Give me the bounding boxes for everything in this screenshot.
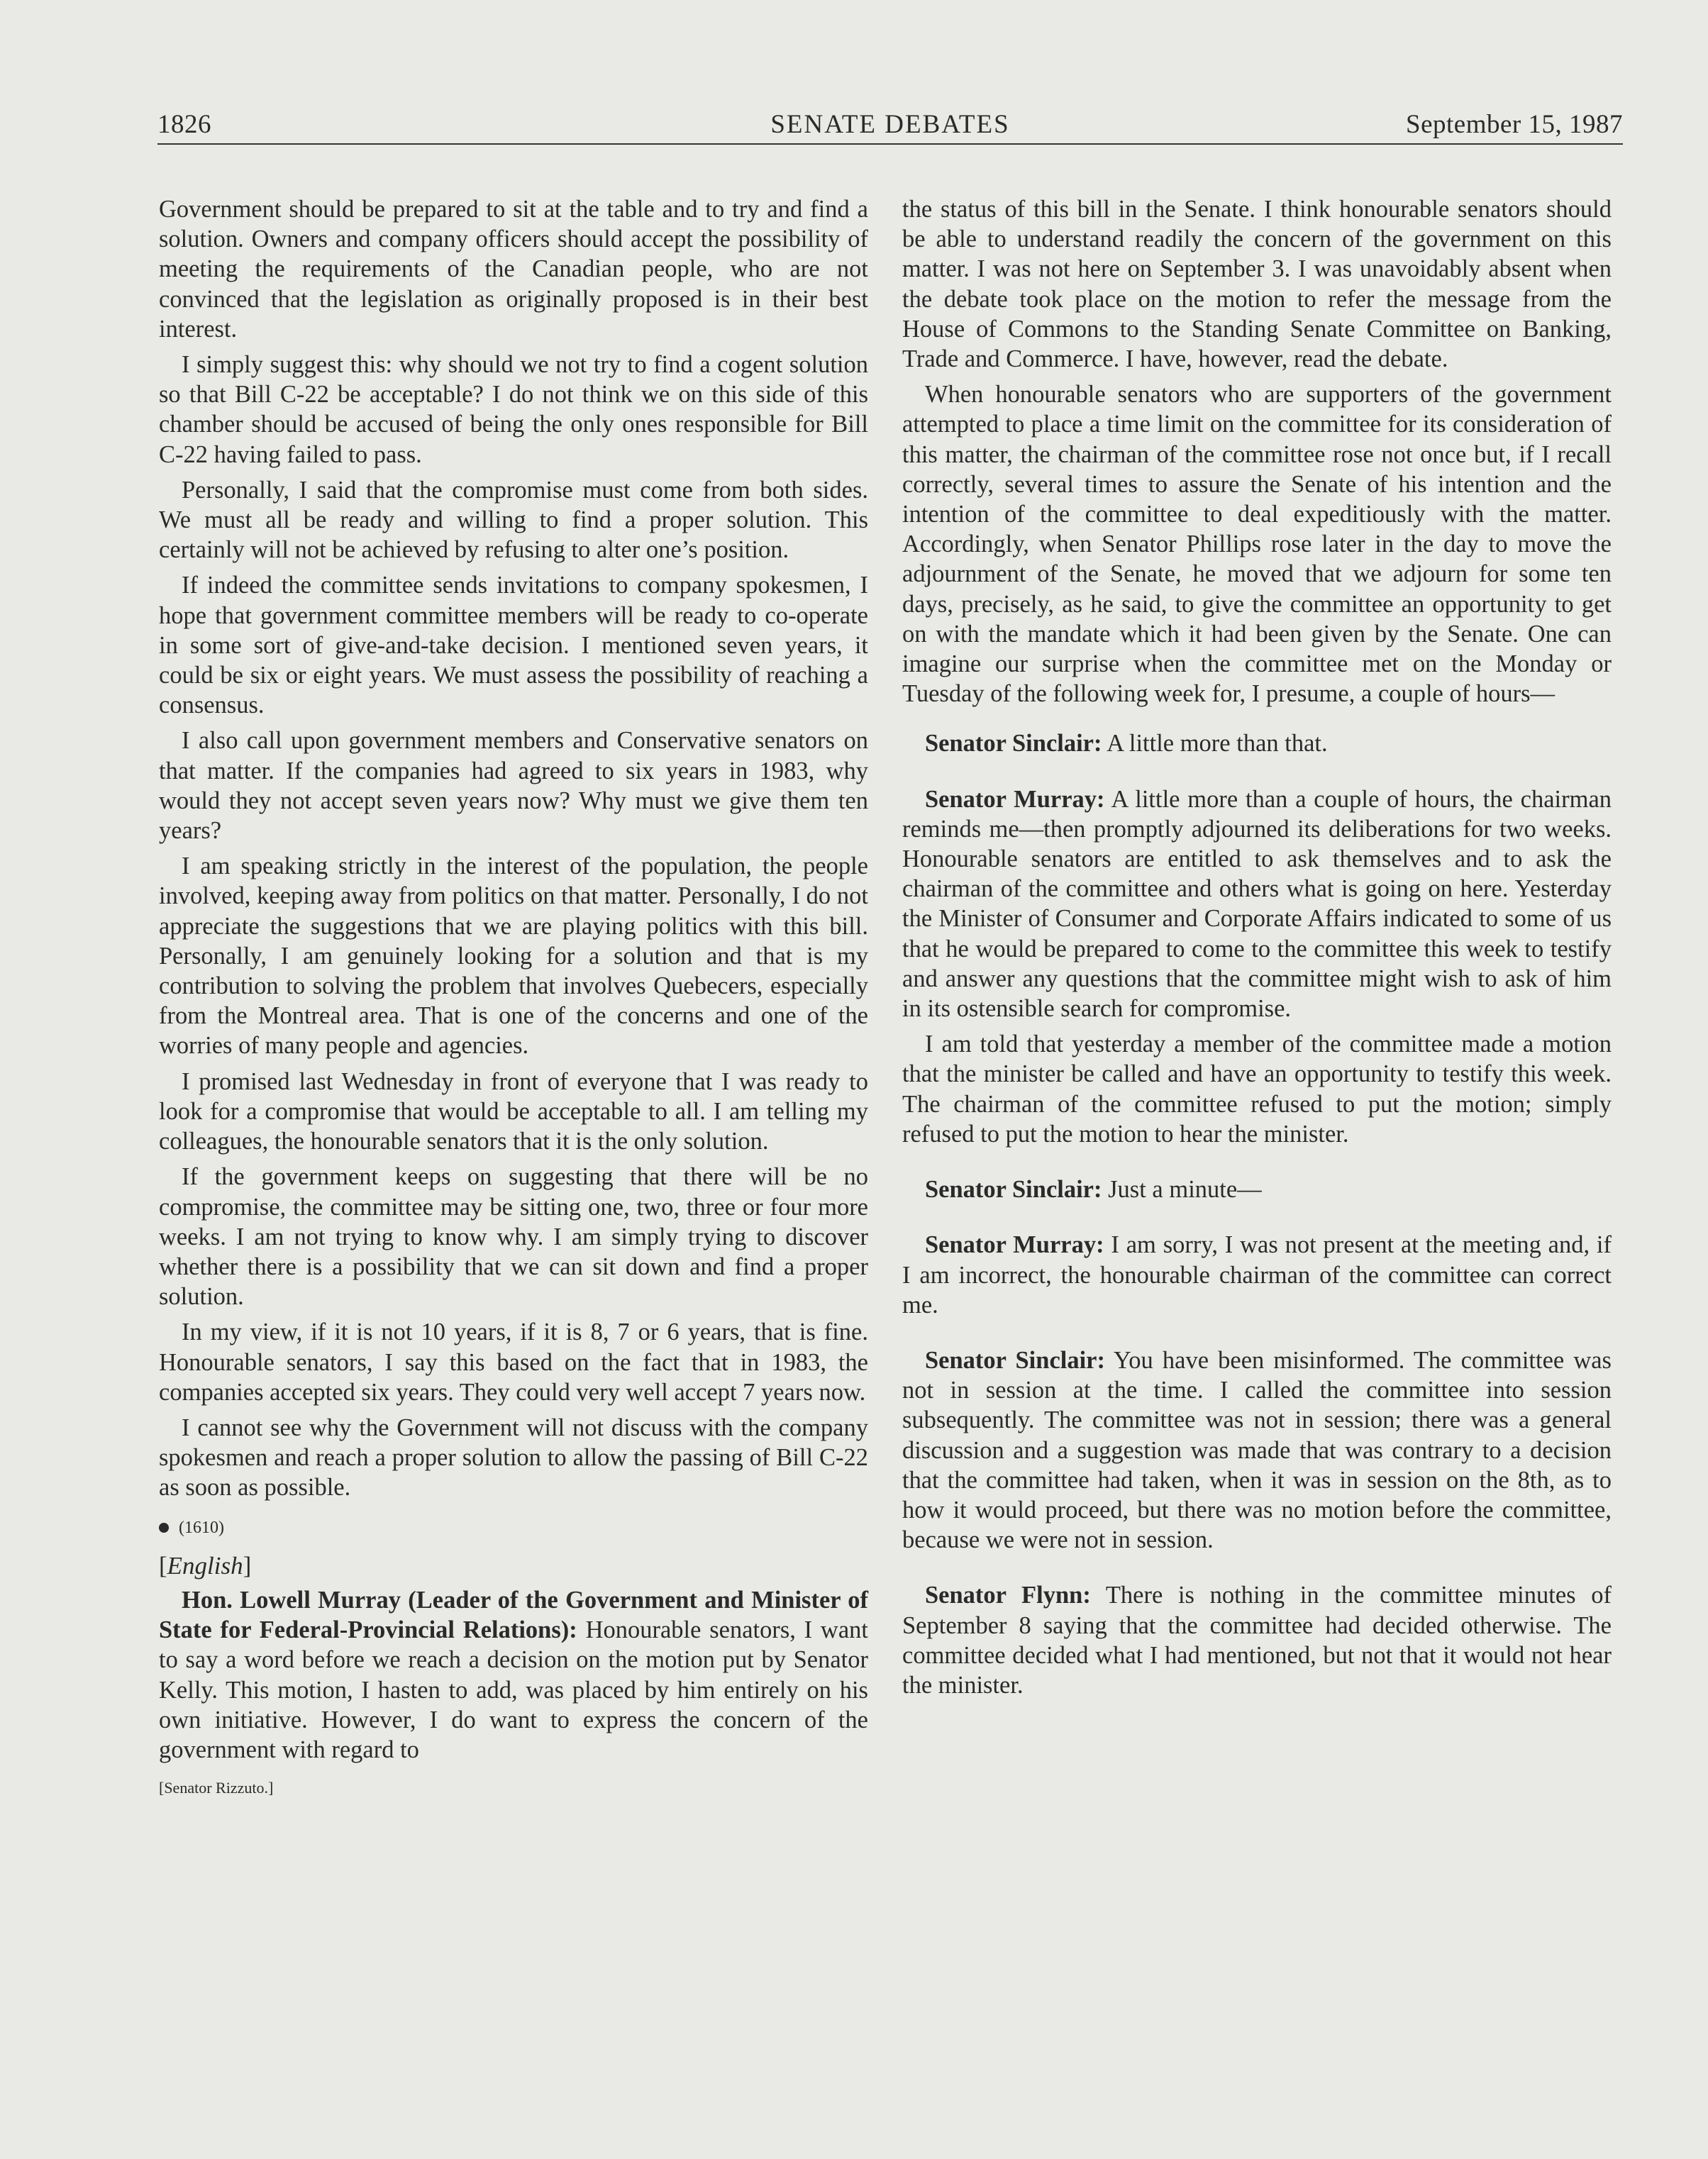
paragraph: Personally, I said that the compromise must come from both sides. We must all be ready and willing to find a proper solution. This certainly will not be achieved by refusing to alter one’s position.	[159, 476, 868, 564]
speaker-name: Senator Sinclair:	[925, 730, 1102, 757]
paragraph: I am speaking strictly in the interest of the population, the people involved, keeping away from politics on that matter. Personally, I do not appreciate the suggestions that we are playing politics with this bill. Personally, I am genuinely looking for a solution and that is my contribution to solving the problem that involves Quebecers, especially from the Montreal area. That is one of the concerns and one of the worries of many people and agencies.	[159, 853, 868, 1060]
paragraph: If indeed the committee sends invitations to company spokesmen, I hope that government committee members will be ready to co-operate in some sort of give-and-take decision. I mentioned seven years, it could be six or eight years. We must assess the possibility of reaching a consensus.	[159, 572, 868, 719]
language-tag-text: English	[167, 1551, 243, 1580]
paragraph: the status of this bill in the Senate. I think honourable senators should be able to understand readily the concern of the government on this matter. I was not here on September 3. I was unavoidably absent when the debate took place on the motion to refer the message from the House of Commons to the Standing Senate Committee on Banking, Trade and Commerce. I have, however, read the debate.	[902, 196, 1612, 373]
publication-title: SENATE DEBATES	[770, 110, 1010, 139]
left-column	[159, 194, 868, 1803]
paragraph: Government should be prepared to sit at the table and to try and find a solution. Owners and company officers should accept the possibility of meeting the requirements of the Canadian people, who are not convinced that the legislation as originally proposed is in their best interest.	[159, 196, 868, 343]
time-marker	[159, 1513, 868, 1543]
speech-paragraph	[902, 1230, 1612, 1320]
paragraph: I promised last Wednesday in front of everyone that I was ready to look for a compromise that would be acceptable to all. I am telling my colleagues, the honourable senators that it is the only solution.	[159, 1067, 868, 1155]
page-header	[157, 106, 1623, 145]
publication-date: September 15, 1987	[1406, 110, 1623, 139]
speaker-name: Senator Murray:	[925, 785, 1105, 813]
speech-paragraph	[159, 1585, 868, 1765]
paragraph: I am told that yesterday a member of the committee made a motion that the minister be called and have an opportunity to testify this week. The chairman of the committee refused to put the motion; simply refused to put the motion to hear the minister.	[902, 1031, 1612, 1148]
speech-text: There is nothing in the committee minutes of September 8 saying that the committee had decided otherwise. The committee decided what I had mentioned, but not that it would not hear the minister.	[902, 1582, 1612, 1699]
speaker-name: Senator Sinclair:	[925, 1176, 1102, 1204]
speaker-name: Senator Sinclair:	[925, 1346, 1105, 1374]
speaker-name: Senator Murray:	[925, 1231, 1104, 1259]
bullet-icon	[159, 1523, 169, 1533]
speech-text: A little more than that.	[1102, 730, 1328, 757]
speech-paragraph	[902, 1580, 1612, 1700]
speech-paragraph	[902, 1345, 1612, 1555]
speech-paragraph	[902, 784, 1612, 1024]
speech-text: A little more than a couple of hours, the chairman reminds me—then promptly adjourned its deliberations for two weeks. Honourable senators are entitled to ask themselves and to ask the chairman of the committee and others what is going on here. Yesterday the Minister of Consumer and Corporate Affairs indicated to some of us that he would be prepared to come to the committee this week to testify and answer any questions that the committee might wish to ask of him in its ostensible search for compromise.	[902, 785, 1612, 1023]
paragraph: I cannot see why the Government will not discuss with the company spokesmen and reach a proper solution to allow the passing of Bill C-22 as soon as possible.	[159, 1414, 868, 1502]
speech-text: Honourable senators, I want to say a word before we reach a decision on the motion put by Senator Kelly. This motion, I hasten to add, was placed by him entirely on his own initiative. However, I do want to express the concern of the government with regard to	[159, 1616, 868, 1763]
paragraph: I simply suggest this: why should we not try to find a cogent solution so that Bill C-22 be acceptable? I do not think we on this side of this chamber should be accused of being the only ones responsible for Bill C-22 having failed to pass.	[159, 351, 868, 468]
paragraph: I also call upon government members and Conservative senators on that matter. If the companies had agreed to six years in 1983, why would they not accept seven years now? Why must we give them ten years?	[159, 727, 868, 845]
paragraph: In my view, if it is not 10 years, if it is 8, 7 or 6 years, that is fine. Honourable senators, I say this based on the fact that in 1983, the companies accepted six years. They could very well accept 7 years now.	[159, 1319, 868, 1406]
paragraph: When honourable senators who are supporters of the government attempted to place a time limit on the committee for its consideration of this matter, the chairman of the committee rose not once but, if I recall correctly, several times to assure the Senate of his intention and the intention of the committee to deal expeditiously with the matter. Accordingly, when Senator Phillips rose later in the day to move the adjournment of the Senate, he moved that we adjourn for some ten days, precisely, as he said, to give the committee an opportunity to get on with the mandate which it had been given by the Senate. One can imagine our surprise when the committee met on the Monday or Tuesday of the following week for, I presume, a couple of hours—	[902, 381, 1612, 708]
page-number: 1826	[157, 110, 211, 139]
speaker-name: Senator Flynn:	[925, 1582, 1091, 1609]
time-marker-text: (1610)	[179, 1518, 224, 1537]
paragraph: If the government keeps on suggesting that there will be no compromise, the committee may be sitting one, two, three or four more weeks. I am not trying to know why. I am simply trying to discover whether there is a possibility that we can sit down and find a proper solution.	[159, 1163, 868, 1311]
speech-text: I am sorry, I was not present at the meeting and, if I am incorrect, the honourable chairman of the committee can correct me.	[902, 1231, 1612, 1319]
right-column	[902, 194, 1612, 1706]
language-tag: [English]	[159, 1551, 252, 1580]
speech-paragraph	[902, 1175, 1612, 1204]
speaker-name: Hon. Lowell Murray (Leader of the Government and Minister of State for Federal-Provincial Relations):	[159, 1586, 868, 1644]
footnote: [Senator Rizzuto.]	[159, 1779, 274, 1797]
speech-text: You have been misinformed. The committee was not in session at the time. I called the committee into session subsequently. The committee was not in session; there was a general discussion and a suggestion was made that was contrary to a decision that the committee had taken, when it was in session on the 8th, as to how it would proceed, but there was no motion before the committee, because we were not in session.	[902, 1346, 1612, 1554]
speech-text: Just a minute—	[1102, 1176, 1262, 1204]
speech-paragraph	[902, 728, 1612, 758]
